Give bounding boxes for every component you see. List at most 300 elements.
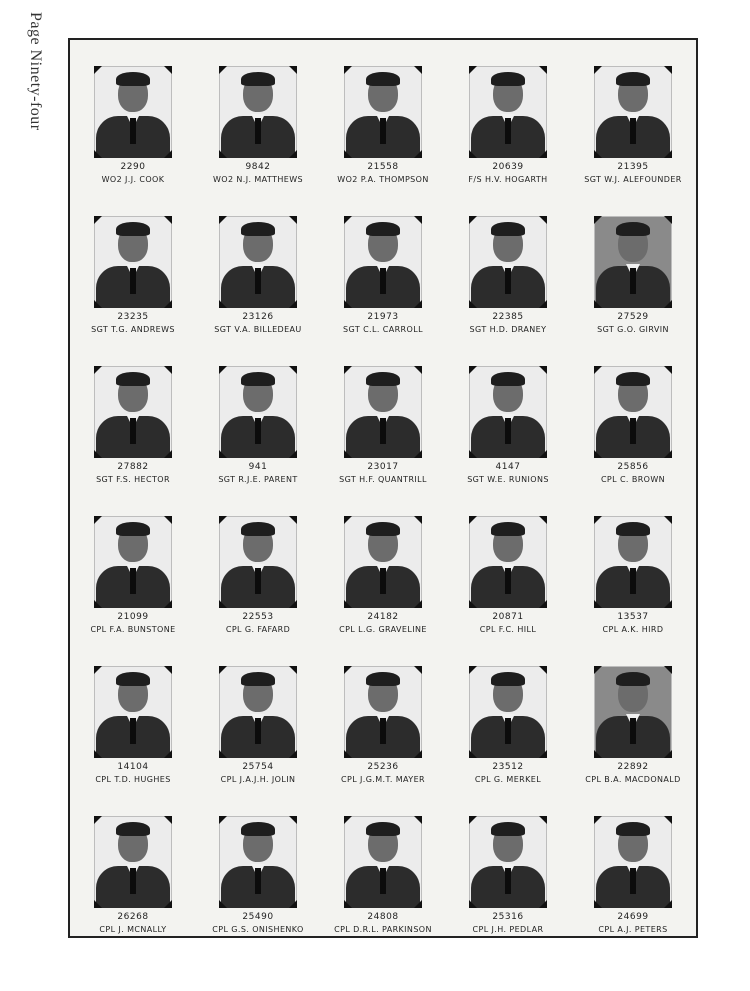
photo-corner-mount: [285, 216, 297, 228]
rank-and-name: CPL J. MCNALLY: [99, 925, 167, 934]
photo-corner-mount: [94, 596, 106, 608]
portrait-card: [195, 52, 321, 202]
portrait-hair: [616, 822, 650, 836]
necktie: [630, 418, 636, 444]
necktie: [380, 118, 386, 144]
photo-board: [68, 38, 698, 938]
portrait-photo: [469, 516, 547, 608]
photo-corner-mount: [160, 146, 172, 158]
portrait-hair: [491, 372, 525, 386]
photo-corner-mount: [344, 896, 356, 908]
portrait-photo: [94, 816, 172, 908]
necktie: [630, 868, 636, 894]
necktie: [130, 418, 136, 444]
photo-corner-mount: [594, 896, 606, 908]
photo-corner-mount: [410, 66, 422, 78]
photo-corner-mount: [410, 746, 422, 758]
portrait-hair: [366, 72, 400, 86]
portrait-card: [570, 202, 696, 352]
rank-and-name: SGT G.O. GIRVIN: [597, 325, 669, 334]
necktie: [380, 268, 386, 294]
portrait-card: [70, 502, 196, 652]
photo-corner-mount: [594, 216, 606, 228]
rank-and-name: CPL A.J. PETERS: [598, 925, 668, 934]
photo-corner-mount: [410, 666, 422, 678]
portrait-card: [195, 352, 321, 502]
photo-corner-mount: [594, 66, 606, 78]
rank-and-name: CPL G. FAFARD: [225, 625, 291, 634]
portrait-photo: [594, 516, 672, 608]
rank-and-name: SGT H.F. QUANTRILL: [339, 475, 427, 484]
portrait-photo: [469, 366, 547, 458]
portrait-card: [445, 502, 571, 652]
rank-and-name: CPL F.A. BUNSTONE: [90, 625, 176, 634]
rank-and-name: SGT W.J. ALEFOUNDER: [584, 175, 682, 184]
necktie: [630, 568, 636, 594]
necktie: [505, 568, 511, 594]
photo-corner-mount: [219, 516, 231, 528]
rank-and-name: CPL J.G.M.T. MAYER: [341, 775, 425, 784]
service-number: 941: [248, 462, 268, 472]
photo-corner-mount: [410, 516, 422, 528]
photo-corner-mount: [660, 596, 672, 608]
photo-corner-mount: [594, 296, 606, 308]
necktie: [130, 718, 136, 744]
photo-corner-mount: [660, 516, 672, 528]
photo-corner-mount: [219, 596, 231, 608]
service-number: 27529: [617, 312, 649, 322]
photo-corner-mount: [219, 66, 231, 78]
portrait-hair: [491, 222, 525, 236]
portrait-photo: [594, 216, 672, 308]
rank-and-name: SGT R.J.E. PARENT: [218, 475, 298, 484]
photo-corner-mount: [219, 296, 231, 308]
portrait-hair: [616, 222, 650, 236]
photo-corner-mount: [160, 746, 172, 758]
rank-and-name: SGT W.E. RUNIONS: [467, 475, 549, 484]
photo-corner-mount: [344, 816, 356, 828]
service-number: 25236: [367, 762, 399, 772]
photo-corner-mount: [410, 596, 422, 608]
rank-and-name: CPL J.H. PEDLAR: [472, 925, 544, 934]
photo-corner-mount: [285, 446, 297, 458]
rank-and-name: WO2 P.A. THOMPSON: [337, 175, 429, 184]
photo-corner-mount: [94, 816, 106, 828]
necktie: [505, 268, 511, 294]
portrait-photo: [344, 816, 422, 908]
photo-corner-mount: [660, 896, 672, 908]
portrait-photo: [94, 516, 172, 608]
photo-corner-mount: [535, 896, 547, 908]
service-number: 22892: [617, 762, 649, 772]
photo-corner-mount: [285, 66, 297, 78]
necktie: [380, 718, 386, 744]
service-number: 24808: [367, 912, 399, 922]
photo-corner-mount: [660, 66, 672, 78]
photo-corner-mount: [469, 896, 481, 908]
photo-corner-mount: [535, 516, 547, 528]
photo-corner-mount: [410, 896, 422, 908]
portrait-hair: [116, 822, 150, 836]
necktie: [255, 868, 261, 894]
rank-and-name: CPL C. BROWN: [600, 475, 666, 484]
portrait-photo: [594, 66, 672, 158]
service-number: 2290: [120, 162, 146, 172]
photo-corner-mount: [660, 366, 672, 378]
photo-corner-mount: [285, 516, 297, 528]
photo-corner-mount: [344, 366, 356, 378]
portrait-photo: [94, 666, 172, 758]
service-number: 4147: [495, 462, 521, 472]
portrait-hair: [616, 672, 650, 686]
portrait-photo: [94, 216, 172, 308]
portrait-card: [320, 802, 446, 952]
service-number: 25316: [492, 912, 524, 922]
portrait-card: [70, 352, 196, 502]
photo-corner-mount: [594, 446, 606, 458]
photo-corner-mount: [94, 666, 106, 678]
rank-and-name: CPL T.D. HUGHES: [95, 775, 171, 784]
necktie: [505, 118, 511, 144]
portrait-hair: [241, 822, 275, 836]
necktie: [130, 268, 136, 294]
portrait-hair: [241, 672, 275, 686]
photo-corner-mount: [535, 366, 547, 378]
photo-corner-mount: [285, 596, 297, 608]
portrait-photo: [469, 816, 547, 908]
portrait-hair: [366, 672, 400, 686]
photo-corner-mount: [94, 216, 106, 228]
photo-corner-mount: [469, 746, 481, 758]
portrait-card: [320, 502, 446, 652]
service-number: 13537: [617, 612, 649, 622]
service-number: 21099: [117, 612, 149, 622]
portrait-photo: [344, 666, 422, 758]
service-number: 22385: [492, 312, 524, 322]
photo-corner-mount: [660, 816, 672, 828]
rank-and-name: WO2 N.J. MATTHEWS: [212, 175, 304, 184]
service-number: 25856: [617, 462, 649, 472]
necktie: [255, 568, 261, 594]
rank-and-name: F/S H.V. HOGARTH: [468, 175, 548, 184]
service-number: 21395: [617, 162, 649, 172]
portrait-card: [445, 52, 571, 202]
photo-corner-mount: [410, 816, 422, 828]
rank-and-name: CPL A.K. HIRD: [602, 625, 664, 634]
photo-corner-mount: [219, 216, 231, 228]
portrait-photo: [469, 666, 547, 758]
photo-corner-mount: [219, 816, 231, 828]
portrait-photo: [469, 216, 547, 308]
photo-corner-mount: [469, 216, 481, 228]
service-number: 23017: [367, 462, 399, 472]
photo-corner-mount: [535, 666, 547, 678]
photo-corner-mount: [594, 596, 606, 608]
photo-corner-mount: [594, 816, 606, 828]
rank-and-name: CPL D.R.L. PARKINSON: [334, 925, 432, 934]
portrait-card: [70, 652, 196, 802]
rank-and-name: CPL G. MERKEL: [474, 775, 542, 784]
photo-corner-mount: [660, 146, 672, 158]
photo-corner-mount: [285, 146, 297, 158]
service-number: 25490: [242, 912, 274, 922]
service-number: 14104: [117, 762, 149, 772]
service-number: 20871: [492, 612, 524, 622]
necktie: [630, 118, 636, 144]
necktie: [380, 568, 386, 594]
photo-corner-mount: [285, 896, 297, 908]
photo-corner-mount: [535, 816, 547, 828]
portrait-card: [195, 202, 321, 352]
photo-corner-mount: [160, 896, 172, 908]
photo-corner-mount: [660, 746, 672, 758]
photo-corner-mount: [219, 446, 231, 458]
necktie: [130, 868, 136, 894]
page-label: Page Ninety-four: [27, 12, 44, 131]
photo-corner-mount: [469, 446, 481, 458]
portrait-hair: [116, 672, 150, 686]
photo-corner-mount: [344, 746, 356, 758]
service-number: 24699: [617, 912, 649, 922]
service-number: 27882: [117, 462, 149, 472]
photo-corner-mount: [219, 666, 231, 678]
portrait-hair: [241, 72, 275, 86]
service-number: 21973: [367, 312, 399, 322]
rank-and-name: SGT F.S. HECTOR: [96, 475, 170, 484]
photo-corner-mount: [410, 216, 422, 228]
portrait-hair: [616, 522, 650, 536]
photo-corner-mount: [469, 366, 481, 378]
portrait-photo: [594, 366, 672, 458]
photo-corner-mount: [285, 366, 297, 378]
rank-and-name: WO2 J.J. COOK: [101, 175, 165, 184]
necktie: [630, 268, 636, 294]
portrait-photo: [219, 666, 297, 758]
photo-corner-mount: [344, 216, 356, 228]
portrait-photo: [94, 366, 172, 458]
photo-corner-mount: [344, 596, 356, 608]
photo-corner-mount: [344, 296, 356, 308]
portrait-card: [570, 352, 696, 502]
photo-corner-mount: [594, 516, 606, 528]
portrait-card: [445, 802, 571, 952]
portrait-card: [70, 52, 196, 202]
photo-corner-mount: [535, 146, 547, 158]
portrait-photo: [219, 66, 297, 158]
photo-corner-mount: [160, 366, 172, 378]
portrait-card: [445, 652, 571, 802]
rank-and-name: CPL J.A.J.H. JOLIN: [220, 775, 296, 784]
portrait-photo: [469, 66, 547, 158]
photo-corner-mount: [94, 896, 106, 908]
portrait-hair: [366, 522, 400, 536]
portrait-hair: [241, 372, 275, 386]
photo-corner-mount: [219, 896, 231, 908]
necktie: [380, 418, 386, 444]
photo-corner-mount: [160, 66, 172, 78]
portrait-photo: [219, 216, 297, 308]
rank-and-name: CPL G.S. ONISHENKO: [212, 925, 304, 934]
portrait-hair: [366, 822, 400, 836]
portrait-hair: [116, 222, 150, 236]
photo-corner-mount: [94, 146, 106, 158]
portrait-photo: [594, 666, 672, 758]
service-number: 25754: [242, 762, 274, 772]
photo-corner-mount: [285, 666, 297, 678]
portrait-photo: [344, 366, 422, 458]
service-number: 9842: [245, 162, 271, 172]
portrait-card: [320, 352, 446, 502]
portrait-card: [445, 352, 571, 502]
necktie: [630, 718, 636, 744]
service-number: 20639: [492, 162, 524, 172]
portrait-hair: [116, 372, 150, 386]
portrait-photo: [219, 366, 297, 458]
photo-corner-mount: [594, 146, 606, 158]
photo-corner-mount: [344, 666, 356, 678]
photo-corner-mount: [469, 596, 481, 608]
photo-corner-mount: [344, 516, 356, 528]
photo-corner-mount: [594, 746, 606, 758]
portrait-hair: [366, 222, 400, 236]
portrait-hair: [366, 372, 400, 386]
rank-and-name: SGT C.L. CARROLL: [343, 325, 423, 334]
necktie: [505, 718, 511, 744]
photo-corner-mount: [410, 146, 422, 158]
portrait-card: [445, 202, 571, 352]
photo-corner-mount: [94, 746, 106, 758]
photo-corner-mount: [160, 516, 172, 528]
photo-corner-mount: [219, 366, 231, 378]
service-number: 23235: [117, 312, 149, 322]
portrait-card: [70, 802, 196, 952]
photo-corner-mount: [160, 666, 172, 678]
photo-corner-mount: [594, 366, 606, 378]
photo-corner-mount: [160, 216, 172, 228]
portrait-card: [195, 652, 321, 802]
portrait-card: [570, 652, 696, 802]
portrait-hair: [116, 522, 150, 536]
service-number: 22553: [242, 612, 274, 622]
necktie: [255, 718, 261, 744]
photo-corner-mount: [285, 746, 297, 758]
photo-corner-mount: [535, 446, 547, 458]
photo-corner-mount: [94, 66, 106, 78]
photo-corner-mount: [344, 446, 356, 458]
photo-corner-mount: [410, 446, 422, 458]
rank-and-name: CPL F.C. HILL: [479, 625, 537, 634]
portrait-hair: [491, 672, 525, 686]
photo-corner-mount: [219, 146, 231, 158]
service-number: 21558: [367, 162, 399, 172]
portrait-hair: [491, 72, 525, 86]
necktie: [255, 268, 261, 294]
photo-corner-mount: [344, 146, 356, 158]
necktie: [255, 418, 261, 444]
portrait-hair: [491, 522, 525, 536]
photo-corner-mount: [410, 296, 422, 308]
photo-corner-mount: [469, 146, 481, 158]
portrait-photo: [344, 216, 422, 308]
photo-corner-mount: [469, 296, 481, 308]
service-number: 26268: [117, 912, 149, 922]
necktie: [505, 418, 511, 444]
necktie: [130, 118, 136, 144]
portrait-card: [320, 652, 446, 802]
portrait-card: [195, 802, 321, 952]
portrait-hair: [491, 822, 525, 836]
photo-corner-mount: [160, 296, 172, 308]
photo-corner-mount: [344, 66, 356, 78]
photo-corner-mount: [285, 816, 297, 828]
photo-corner-mount: [660, 296, 672, 308]
necktie: [255, 118, 261, 144]
rank-and-name: CPL B.A. MACDONALD: [585, 775, 681, 784]
photo-corner-mount: [660, 446, 672, 458]
photo-corner-mount: [94, 366, 106, 378]
rank-and-name: CPL L.G. GRAVELINE: [339, 625, 427, 634]
rank-and-name: SGT T.G. ANDREWS: [91, 325, 175, 334]
photo-corner-mount: [535, 66, 547, 78]
photo-corner-mount: [535, 296, 547, 308]
photo-corner-mount: [594, 666, 606, 678]
photo-corner-mount: [535, 216, 547, 228]
necktie: [130, 568, 136, 594]
portrait-card: [570, 502, 696, 652]
service-number: 23512: [492, 762, 524, 772]
portrait-hair: [616, 372, 650, 386]
photo-corner-mount: [160, 816, 172, 828]
portrait-card: [320, 202, 446, 352]
portrait-photo: [344, 66, 422, 158]
photo-corner-mount: [160, 446, 172, 458]
photo-corner-mount: [535, 596, 547, 608]
portrait-photo: [219, 516, 297, 608]
portrait-photo: [344, 516, 422, 608]
portrait-card: [195, 502, 321, 652]
service-number: 24182: [367, 612, 399, 622]
photo-corner-mount: [94, 516, 106, 528]
photo-corner-mount: [160, 596, 172, 608]
portrait-photo: [594, 816, 672, 908]
photo-corner-mount: [410, 366, 422, 378]
portrait-card: [570, 52, 696, 202]
photo-corner-mount: [660, 216, 672, 228]
portrait-hair: [241, 522, 275, 536]
portrait-card: [570, 802, 696, 952]
photo-corner-mount: [660, 666, 672, 678]
portrait-hair: [116, 72, 150, 86]
photo-corner-mount: [535, 746, 547, 758]
photo-corner-mount: [94, 446, 106, 458]
portrait-hair: [616, 72, 650, 86]
portrait-card: [70, 202, 196, 352]
portrait-hair: [241, 222, 275, 236]
portrait-photo: [219, 816, 297, 908]
rank-and-name: SGT H.D. DRANEY: [469, 325, 547, 334]
photo-corner-mount: [469, 66, 481, 78]
portrait-card: [320, 52, 446, 202]
photo-corner-mount: [469, 666, 481, 678]
rank-and-name: SGT V.A. BILLEDEAU: [214, 325, 302, 334]
photo-corner-mount: [285, 296, 297, 308]
portrait-photo: [94, 66, 172, 158]
necktie: [380, 868, 386, 894]
photo-corner-mount: [469, 816, 481, 828]
photo-corner-mount: [469, 516, 481, 528]
photo-corner-mount: [219, 746, 231, 758]
service-number: 23126: [242, 312, 274, 322]
